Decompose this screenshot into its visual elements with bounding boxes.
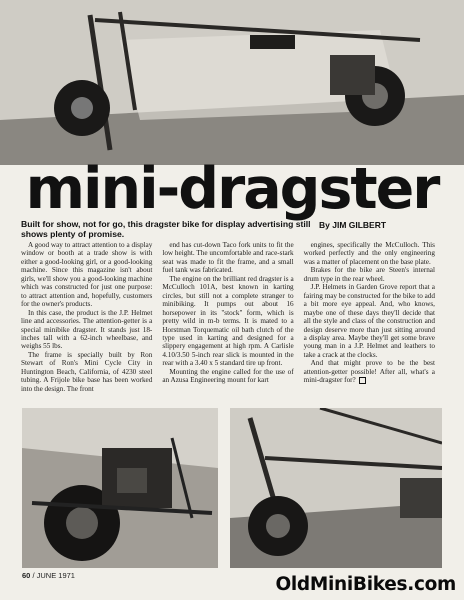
paragraph: Brakes for the bike are Steen's internal drum type in the rear wheel. (303, 266, 435, 283)
page-footer (22, 571, 75, 580)
paragraph: engines, specifically the McCulloch. This worked perfectly and the only engineering was a matter of placement on the base plate. (303, 241, 435, 266)
column-1 (21, 241, 152, 393)
paragraph: end has cut-down Taco fork units to fit the low height. The uncomfortable and race-stark seat was made to fit the frame, and a small fuel tank was fabricated. (162, 241, 294, 275)
article-body (21, 241, 435, 393)
paragraph-last: And that might prove to be the best attention-getter possible! After all, what's a mini-dragster for? (303, 359, 435, 385)
paragraph: Mounting the engine called for the use of an Azusa Engineering mount for kart (162, 367, 294, 385)
column-2 (162, 241, 293, 393)
end-mark-icon (359, 377, 366, 384)
top-photo-dragster-side-view (0, 0, 464, 165)
paragraph: The engine on the brilliant red dragster is a McCulloch 101A, best known in karting circles, but still not a complete stranger to minibiking. It pumps out about 16 horsepower in its "stock" form, which is pretty wild in m-b terms. It is mated to a Horstman Torquematic oil bath clutch of the type used in karting and designed for a slippery engagement at high rpm. A Carlisle 4.10/3.50 5-inch rear slick is mounted in the rear with a 3.40 x 5 standard tire up front. (162, 274, 294, 368)
byline: By JIM GILBERT (319, 220, 387, 230)
page-number: 60 (22, 571, 31, 580)
watermark: OldMiniBikes.com (275, 574, 456, 595)
paragraph: The frame is specially built by Ron Stewart of Ron's Mini Cycle City in Huntington Beach, California, of 4230 steel tubing. A Frijole bike base has been worked into the design. The front (21, 350, 153, 393)
deck-subtitle: Built for show, not for go, this dragster bike for display advertising still shows plenty of promise. (21, 219, 311, 239)
paragraph: J.P. Helmets in Garden Grove report that a fairing may be constructed for the bike to add a bit more eye appeal. And, who knows, maybe one of these days they'll decide that all the style and class of the construction and design deserve more than just sitting around a display area. Maybe they'll get some brave young man in a J.P. Helmet and leathers to take a crack at the clocks. (303, 283, 435, 359)
headline: mini-dragster (25, 156, 439, 222)
column-3 (304, 241, 435, 393)
paragraph: In this case, the product is the J.P. Helmet line and accessories. The attention-getter is a special minibike dragster. It stands just 18-inches tall with a 62-inch wheelbase, and weighs 55 lbs. (21, 308, 153, 351)
issue-date: / JUNE 1971 (32, 571, 75, 580)
bottom-left-photo-rear-wheel (22, 408, 218, 568)
bottom-right-photo-front-wheel (230, 408, 442, 568)
paragraph: A good way to attract attention to a display window or booth at a trade show is with either a good-looking girl, or a good-looking machine. Since this magazine isn't about girls, we'll show you a good-looking machine which was constructed for just one purpose: to attract attention and, hopefully, customers for the owner's products. (21, 241, 153, 309)
